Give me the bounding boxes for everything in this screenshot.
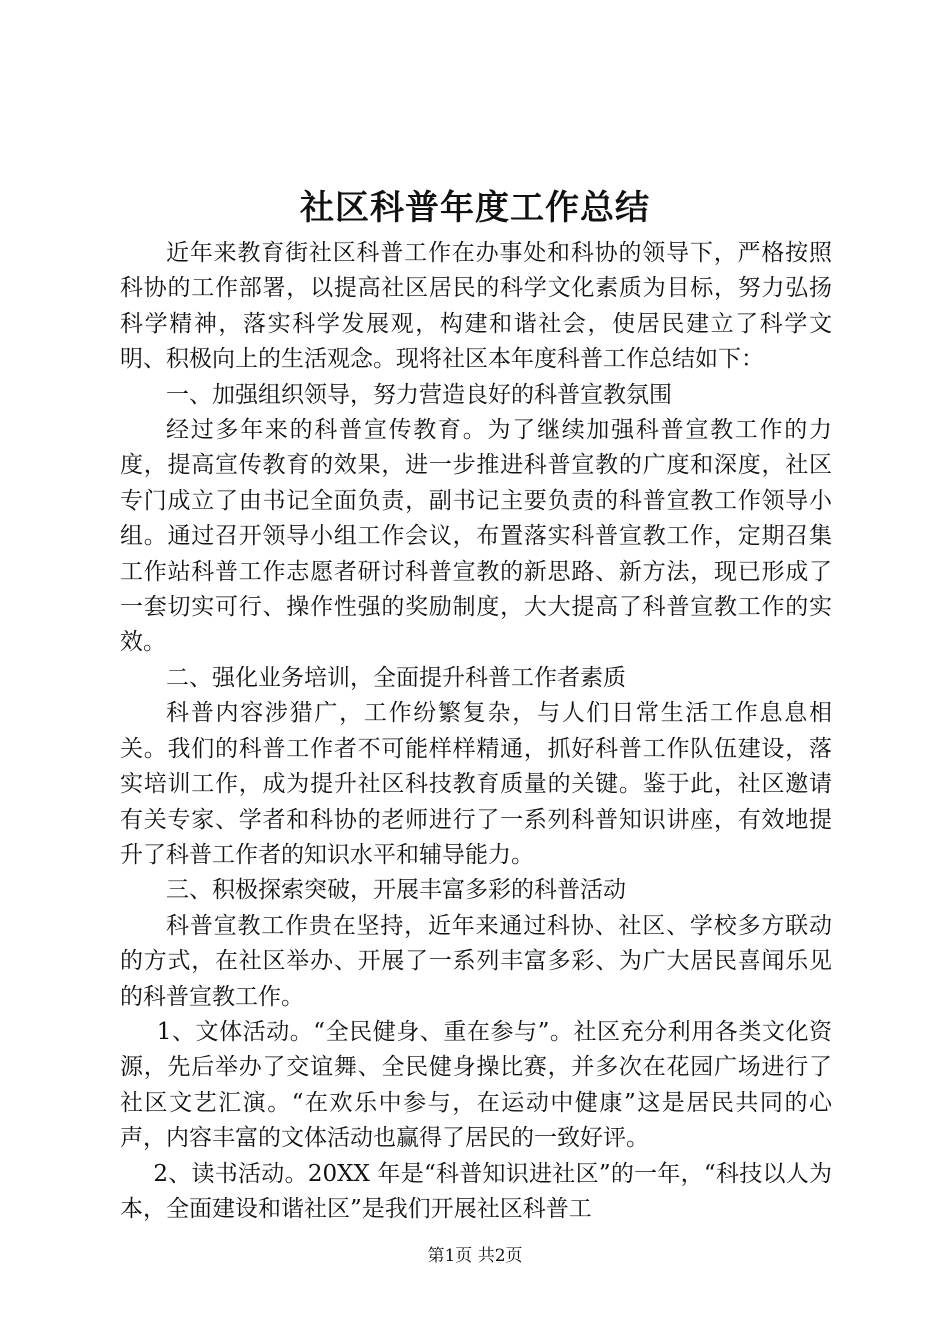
paragraph-section-2: 科普内容涉猎广，工作纷繁复杂，与人们日常生活工作息息相关。我们的科普工作者不可能样样精通，抓好科普工作队伍建设，落实培训工作，成为提升社区科技教育质量的关键。鉴于此，社区邀请有关专家、学者和科协的老师进行了一系列科普知识讲座，有效地提升了科普工作者的知识水平和辅导能力。 [120, 700, 832, 868]
section-heading-2: 二、强化业务培训，全面提升科普工作者素质 [166, 664, 626, 691]
paragraph-section-1: 经过多年来的科普宣传教育。为了继续加强科普宣教工作的力度，提高宣传教育的效果，进一步推进科普宣教的广度和深度，社区专门成立了由书记全面负责，副书记主要负责的科普宣教工作领导小组。通过召开领导小组工作会议，布置落实科普宣教工作，定期召集工作站科普工作志愿者研讨科普宣教的新思路、新方法，现已形成了一套切实可行、操作性强的奖励制度，大大提高了科普宣教工作的实效。 [120, 417, 832, 656]
paragraph-item-2: 2、读书活动。20XX 年是“科普知识进社区”的一年，“科技以人为本，全面建设和谐社区”是我们开展社区科普工 [120, 1160, 832, 1222]
document-body [120, 236, 832, 1227]
document-title: 社区科普年度工作总结 [300, 188, 650, 228]
paragraph-section-3: 科普宣教工作贵在坚持，近年来通过科协、社区、学校多方联动的方式，在社区举办、开展了一系列丰富多彩、为广大居民喜闻乐见的科普宣教工作。 [120, 912, 832, 1010]
paragraph-item-1: 1、文体活动。“全民健身、重在参与”。社区充分利用各类文化资源，先后举办了交谊舞、全民健身操比赛，并多次在花园广场进行了社区文艺汇演。“在欢乐中参与，在运动中健康”这是居民共同的心声，内容丰富的文体活动也赢得了居民的一致好评。 [120, 1018, 832, 1152]
paragraph-intro: 近年来教育街社区科普工作在办事处和科协的领导下，严格按照科协的工作部署，以提高社区居民的科学文化素质为目标，努力弘扬科学精神，落实科学发展观，构建和谐社会，使居民建立了科学文明、积极向上的生活观念。现将社区本年度科普工作总结如下： [120, 240, 832, 373]
section-heading-1: 一、加强组织领导，努力营造良好的科普宣教氛围 [166, 381, 672, 408]
section-heading-3: 三、积极探索突破，开展丰富多彩的科普活动 [166, 877, 626, 904]
page-footer: 第1页 共2页 [427, 1246, 523, 1266]
